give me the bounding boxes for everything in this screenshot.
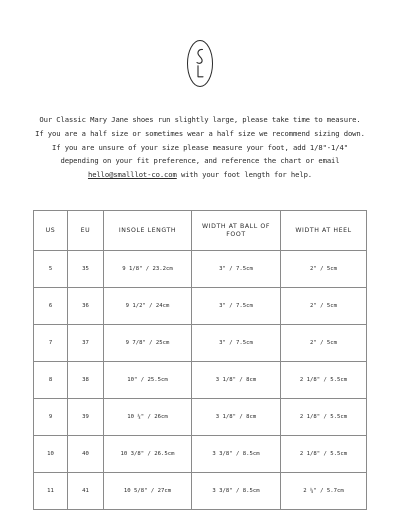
table-row <box>34 436 367 473</box>
table-row <box>34 251 367 288</box>
table-row <box>34 325 367 362</box>
intro-line: If you are a half size or sometimes wear a half size we recommend sizing down. <box>35 128 365 138</box>
cell-us: 9 <box>34 399 68 436</box>
cell-insole-length: 9 7/8" / 25cm <box>104 325 192 362</box>
intro-line: depending on your fit preference, and reference the chart or email <box>60 156 340 166</box>
cell-eu: 38 <box>68 362 104 399</box>
column-header-eu: EU <box>68 211 104 251</box>
cell-us: 10 <box>34 436 68 473</box>
cell-width-heel: 2 ¼" / 5.7cm <box>281 473 367 510</box>
intro-line <box>0 168 400 182</box>
cell-eu: 41 <box>68 473 104 510</box>
cell-us: 7 <box>34 325 68 362</box>
cell-eu: 35 <box>68 251 104 288</box>
cell-eu: 36 <box>68 288 104 325</box>
table-row <box>34 473 367 510</box>
column-header-insole-length: INSOLE LENGTH <box>104 211 192 251</box>
cell-width-heel: 2" / 5cm <box>281 251 367 288</box>
cell-insole-length: 10 ¼" / 26cm <box>104 399 192 436</box>
cell-width-ball: 3 3/8" / 8.5cm <box>192 473 281 510</box>
column-header-us: US <box>34 211 68 251</box>
size-guide-intro <box>0 113 400 182</box>
cell-insole-length: 9 1/2" / 24cm <box>104 288 192 325</box>
email-link[interactable]: hello@smalllot-co.com <box>87 170 177 180</box>
cell-insole-length: 9 1/8" / 23.2cm <box>104 251 192 288</box>
cell-us: 11 <box>34 473 68 510</box>
column-header-width-at-heel: WIDTH AT HEEL <box>281 211 367 251</box>
cell-us: 6 <box>34 288 68 325</box>
cell-eu: 37 <box>68 325 104 362</box>
cell-insole-length: 10" / 25.5cm <box>104 362 192 399</box>
cell-width-ball: 3" / 7.5cm <box>192 251 281 288</box>
table-row <box>34 288 367 325</box>
sl-logo-icon <box>186 39 214 88</box>
cell-width-ball: 3 3/8" / 8.5cm <box>192 436 281 473</box>
intro-line: Our Classic Mary Jane shoes run slightly large, please take time to measure. <box>39 115 361 124</box>
cell-width-ball: 3" / 7.5cm <box>192 325 281 362</box>
cell-width-ball: 3 1/8" / 8cm <box>192 362 281 399</box>
size-chart-table <box>33 210 367 510</box>
intro-line-suffix: with your foot length for help. <box>176 170 313 180</box>
column-header-width-at-ball-of-foot: WIDTH AT BALL OF FOOT <box>192 211 281 251</box>
cell-width-heel: 2 1/8" / 5.5cm <box>281 399 367 436</box>
cell-insole-length: 10 5/8" / 27cm <box>104 473 192 510</box>
cell-width-heel: 2 1/8" / 5.5cm <box>281 362 367 399</box>
cell-eu: 39 <box>68 399 104 436</box>
cell-us: 8 <box>34 362 68 399</box>
cell-width-heel: 2" / 5cm <box>281 325 367 362</box>
cell-width-heel: 2 1/8" / 5.5cm <box>281 436 367 473</box>
cell-width-ball: 3 1/8" / 8cm <box>192 399 281 436</box>
cell-insole-length: 10 3/8" / 26.5cm <box>104 436 192 473</box>
table-row <box>34 399 367 436</box>
cell-eu: 40 <box>68 436 104 473</box>
cell-width-ball: 3" / 7.5cm <box>192 288 281 325</box>
cell-width-heel: 2" / 5cm <box>281 288 367 325</box>
intro-line: If you are unsure of your size please measure your foot, add 1/8"-1/4" <box>52 142 348 152</box>
table-row <box>34 362 367 399</box>
cell-us: 5 <box>34 251 68 288</box>
table-header-row <box>34 211 367 251</box>
